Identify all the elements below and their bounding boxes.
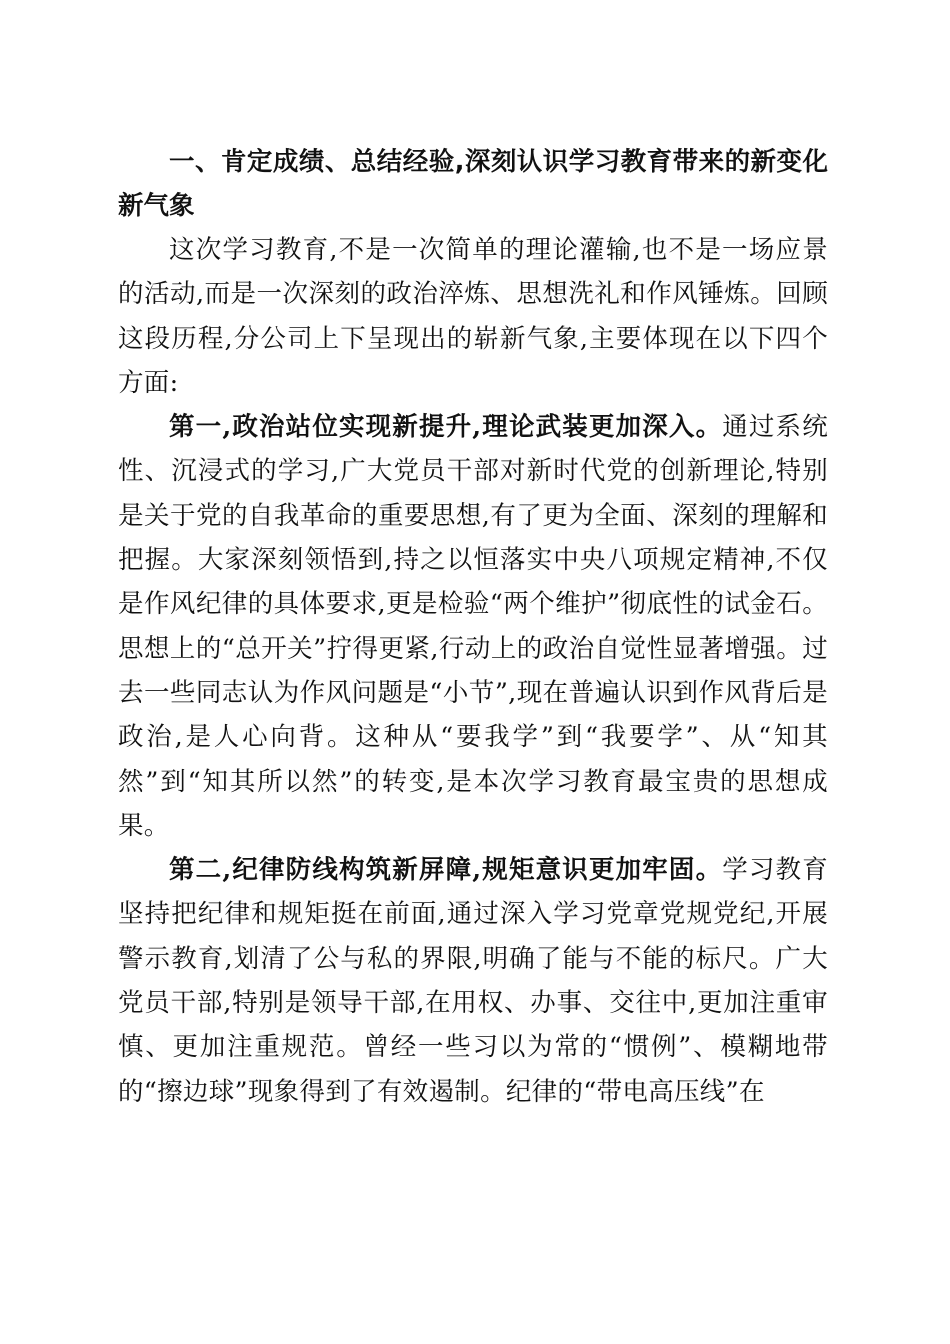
paragraph-intro-text: 这次学习教育,不是一次简单的理论灌输,也不是一场应景的活动,而是一次深刻的政治淬炼、思想洗礼和作风锤炼。回顾这段历程,分公司上下呈现出的崭新气象,主要体现在以下四个方面: [118, 235, 828, 398]
paragraph-point-two [118, 848, 828, 1114]
paragraph-point-two-text: 学习教育坚持把纪律和规矩挺在前面,通过深入学习党章党规党纪,开展警示教育,划清了公与私的界限,明确了能与不能的标尺。广大党员干部,特别是领导干部,在用权、办事、交往中,更加注重审慎、更加注重规范。曾经一些习以为常的“惯例”、模糊地带的“擦边球”现象得到了有效遏制。纪律的“带电高压线”在 [118, 855, 829, 1107]
section-heading: 一、肯定成绩、总结经验,深刻认识学习教育带来的新变化新气象 [118, 147, 828, 221]
paragraph-point-one-lead: 第一,政治站位实现新提升,理论武装更加深入。 [169, 412, 723, 443]
paragraph-intro [118, 228, 828, 405]
paragraph-point-one [118, 405, 828, 848]
paragraph-point-one-text: 通过系统性、沉浸式的学习,广大党员干部对新时代党的创新理论,特别是关于党的自我革命的重要思想,有了更为全面、深刻的理解和把握。大家深刻领悟到,持之以恒落实中央八项规定精神,不仅是作风纪律的具体要求,更是检验“两个维护”彻底性的试金石。思想上的“总开关”拧得更紧,行动上的政治自觉性显著增强。过去一些同志认为作风问题是“小节”,现在普遍认识到作风背后是政治,是人心向背。这种从“要我学”到“我要学”、从“知其然”到“知其所以然”的转变,是本次学习教育最宝贵的思想成果。 [118, 412, 829, 841]
paragraph-point-two-lead: 第二,纪律防线构筑新屏障,规矩意识更加牢固。 [169, 855, 723, 886]
document-page [118, 140, 828, 1114]
